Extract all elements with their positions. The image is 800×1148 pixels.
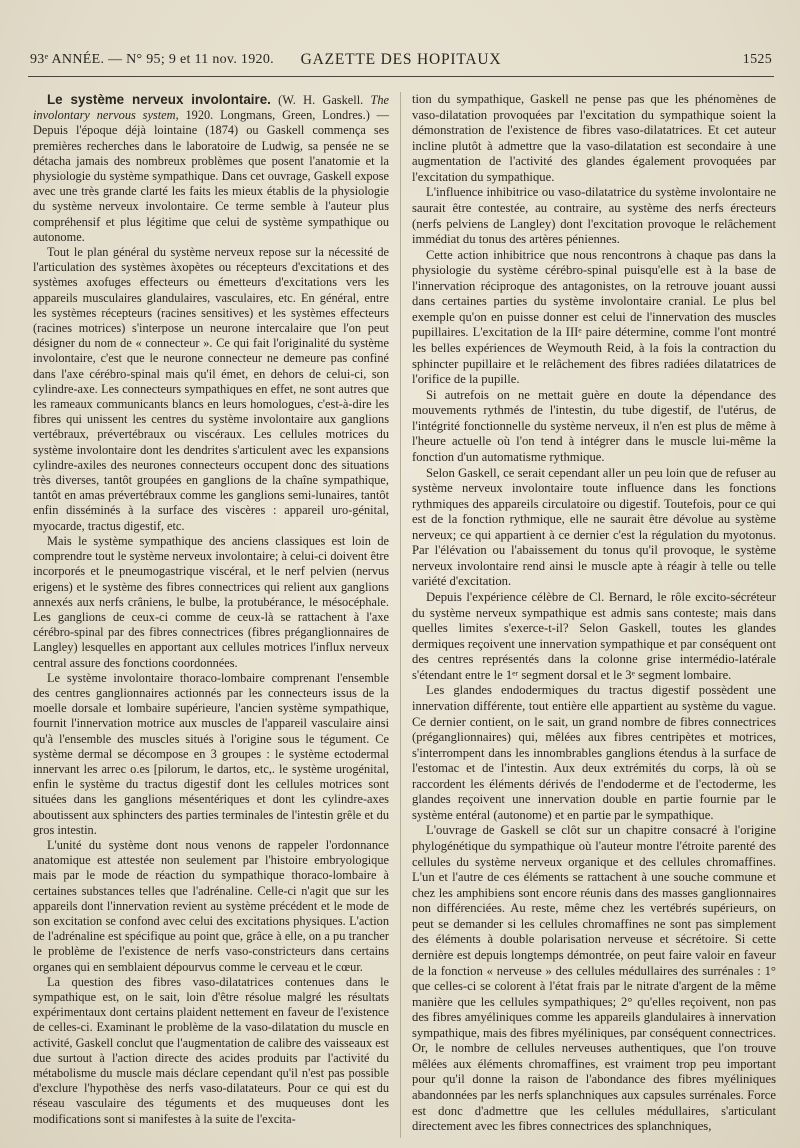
page-header: [30, 46, 772, 72]
article-author: (W. H. Gaskell.: [270, 93, 371, 107]
paragraph: Les glandes endodermiques du tractus digestif possèdent une innervation différente, tout entière elle appartient au système du vague. Ce dernier contient, on le sait, un grand nombre de fibres connectrices (préganglionnaires) qui, mêlées aux fibres centripètes et motrices, s'interrompent dans les innombrables ganglions étendus à la surface de l'estomac et de l'intestin. Aux deux extrémités du corps, là où se raccordent les éléments dérivés de l'endoderme et de l'ectoderme, les glandes reçoivent une innervation double en partie fournie par le système entéral (autonome) et en partie par le sympathique.: [412, 683, 776, 822]
header-rule: [28, 76, 774, 77]
paragraph: Mais le système sympathique des anciens classiques est loin de comprendre tout le système nerveux involontaire; à celui-ci doivent être incorporés et le pneumogastrique viscéral, et le nerf pelvien (nervus erigens) et le système des fibres connectrices qui relient aux ganglions annexés aux nerfs crâniens, le bulbe, la protubérance, le mésocéphale. Les ganglions de ceux-ci comme de ceux-là se rattachent à l'axe cérébro-spinal par des fibres connectrices (fibres préganglionnaires de Langley) lesquelles en apportant aux cellules motrices l'influx nerveux central assure des fonctions coordonnées.: [33, 533, 389, 670]
right-column: [412, 92, 776, 1135]
book-title: The involontary nervous system: [33, 93, 389, 123]
paragraph: Si autrefois on ne mettait guère en doute la dépendance des mouvements rythmés de l'intestin, du tube digestif, de l'utérus, de l'intégrité fonctionnelle du système nerveux, il n'en est plus de même à l'heure actuelle où l'on tend à intégrer dans le muscle lui-même la fonction d'un automatisme rythmique.: [412, 387, 776, 464]
book-publication: , 1920. Longmans, Green, Londres.): [175, 108, 370, 123]
page-number: 1525: [742, 52, 772, 67]
column-separator: [400, 92, 401, 1138]
paragraph: tion du sympathique, Gaskell ne pense pas que les phénomènes de vaso-dilatation provoquées par l'excitation du sympathique soient la démonstration de l'existence de fibres vaso-dilatatrices. Et cet auteur incline plutôt à admettre que la vaso-dilatation est secondaire à une augmentation de l'activité des glandes également provoquées par l'excitation du sympathique.: [412, 92, 776, 184]
paragraph: L'unité du système dont nous venons de rappeler l'ordonnance anatomique est attestée non seulement par l'histoire embryologique mais par le mode de réaction du sympathique thoraco-lombaire à certaines substances telles que l'adrénaline. Celle-ci n'agit que sur les appareils dont l'innervation revient au système précédent et le mode de son excitation se confond avec celui des excitations physiques. L'action de l'adrénaline est spécifique au point que, grâce à elle, on a pu trancher le problème de l'existence de nerfs vaso-constricteurs dans certains organes qui en semblaient dépourvus comme le cerveau et le cœur.: [33, 837, 389, 974]
left-column: [33, 92, 389, 1127]
paragraph: L'ouvrage de Gaskell se clôt sur un chapitre consacré à l'origine phylogénétique du sympathique où l'auteur montre l'étroite parenté des cellules du système nerveux organique et des cellules chromaffines. L'un et l'autre de ces éléments se rattachent à une souche commune et chez les amphibiens sont encore réunis dans des masses ganglionnaires non différenciées. Au reste, même chez les vertébrés supérieurs, on peut se demander si les cellules chromaffines ne sont pas simplement des éléments à double polarisation nerveuse et sécrétoire. Si cette dernière est depuis longtemps démontrée, on peut faire valoir en faveur de la fonction « nerveuse » des cellules médullaires des surrénales : 1° que celles-ci se colorent à l'état frais par le nitrate d'argent de la même manière que les cellules sympathiques; 2° qu'elles reçoivent, non pas des fibres amyéliniques comme les appareils glandulaires à innervation sympathique, mais des fibres myéliniques, par conséquent connectrices. Or, le nombre de cellules nerveuses authentiques, que l'on trouve mêlées aux éléments chromaffines, est vraiment trop peu important pour qu'il donne la raison de l'abondance des fibres myéliniques abandonnées par les nerfs splanchniques aux capsules surrénales. Force est donc d'admettre que les cellules médullaires, s'articulant directement avec les fibres connectrices des splanchniques,: [412, 823, 776, 1134]
paragraph: — Depuis l'époque déjà lointaine (1874) ou Gaskell commença ses premières recherches dans le laboratoire de Ludwig, sa pensée ne se détacha jamais des nombreux problèmes que posent l'anatomie et la physiologie du système sympathique. Dans cet ouvrage, Gaskell expose avec une très grande clarté les faits les mieux établis de la physiologie du système nerveux involontaire. Ce terme semble à l'auteur plus compréhensif et plus légitime que celui de système sympathique ou autonome.: [33, 108, 389, 244]
paragraph: Depuis l'expérience célèbre de Cl. Bernard, le rôle excito-sécréteur du système nerveux sympathique est admis sans conteste; mais dans quelles limites s'exerce-t-il? Selon Gaskell, toutes les glandes dermiques reçoivent une innervation sympathique et par conséquent ont des centres représentés dans la colonne grise intermédio-latérale s'étendant entre le 1ᵉʳ segment dorsal et le 3ᵉ segment lombaire.: [412, 590, 776, 682]
paragraph: Le système involontaire thoraco-lombaire comprenant l'ensemble des centres ganglionnaires actionnés par les connecteurs issus de la moelle dorsale et lombaire supérieure, l'ancien système sympathique, fournit l'innervation motrice aux muscles de l'appareil vasculaire ainsi qu'à l'ensemble des muscles situés à l'origine sous le tégument. Ce système dermal se décompose en 3 groupes : le système ectodermal innervant les arrec o.es [pilorum, le dartos, etc,. le système urogénital, enfin le système du tractus digestif dont les cellules motrices sont situées dans les ganglions mésentériques et dont les cylindre-axes aboutissent aux sphincters des parties terminales de l'intestin grêle et du gros intestin.: [33, 670, 389, 837]
article-lead: [33, 92, 389, 245]
article-title: Le système nerveux involontaire.: [47, 92, 271, 107]
paragraph: La question des fibres vaso-dilatatrices contenues dans le sympathique est, on le sait, loin d'être résolue malgré les résultats expérimentaux dont certains plaident nettement en faveur de l'existence de celles-ci. Examinant le problème de la vaso-dilatation du muscle en activité, Gaskell conclut que l'augmentation de calibre des vaisseaux est due surtout à l'action directe des acides produits par l'activité du métabolisme du muscle mais déclare cependant qu'il n'est pas possible d'exclure l'hypothèse des nerfs vaso-dilatateurs. Pour ce qui est du réseau vasculaire des téguments et des muqueuses dont les modifications sont si manifestes à la suite de l'excita-: [33, 974, 389, 1126]
paragraph: Tout le plan général du système nerveux repose sur la nécessité de l'articulation des systèmes àxopètes ou récepteurs d'excitations et des systèmes axofuges effecteurs ou émetteurs d'excitations vers les appareils musculaires glandulaires, vasculaires, etc. En général, entre les systèmes récepteurs (racines sensitives) et les systèmes effecteurs (racines motrices) s'interpose un neurone intercalaire que l'on peut désigner du nom de « connecteur ». Ce qui fait l'originalité du système involontaire, c'est que le neurone connecteur ne demeure pas confiné dans l'axe cérébro-spinal mais qu'il émet, en dehors de celui-ci, son cylindre-axe. Les connecteurs sympathiques en effet, ne sont autres que les rameaux communicants blancs en leurs homologues, c'est-à-dire les fibres qui unissent les centres du système involontaire aux ganglions vertébraux, prévertébraux ou viscéraux. Les cellules motrices du système involontaire dont les dendrites s'articulent avec les expansions cylindre-axiles des neurones connecteurs occupent donc des situations très diverses, tantôt groupées en ganglions de la chaîne sympathique, tantôt en amas prévertébraux comme les ganglions semi-lunaires, tantôt enfin disséminés à la surface des viscères : appareil uro-génital, myocarde, tractus digestif, etc.: [33, 245, 389, 533]
paragraph: Selon Gaskell, ce serait cependant aller un peu loin que de refuser au système nerveux involontaire toute influence dans les fonctions rythmiques des appareils circulatoire ou digestif. Toutefois, pour ce qui est de la fonction rythmique, elle ne saurait être dévolue au système nerveux; ce qui appartient à ce dernier c'est la régulation du myotonus. Par l'élévation ou l'abaissement du tonus qu'il provoque, le système nerveux involontaire rend ainsi le muscle apte à réagir à telle ou telle variété d'excitation.: [412, 465, 776, 589]
issue-info: 93ᵉ ANNÉE. — N° 95; 9 et 11 nov. 1920.: [30, 52, 274, 67]
paragraph: L'influence inhibitrice ou vaso-dilatatrice du système involontaire ne saurait être contestée, au contraire, au système des nerfs érecteurs (nerfs pelviens de Langley) dont l'excitation provoque le relâchement immédiat du tonus des artères péniennes.: [412, 185, 776, 247]
paragraph: Cette action inhibitrice que nous rencontrons à chaque pas dans la physiologie du système cérébro-spinal puisqu'elle est à la base de l'innervation réciproque des antagonistes, on la retrouve jouant aussi dans certaines parties du système involontaire cranial. Le plus bel exemple qu'on en puisse donner est celui de l'innervation des muscles pupillaires. L'excitation de la IIIᵉ paire détermine, comme l'ont montré les belles expériences de Weymouth Reid, à la fois la contraction du sphincter pupillaire et le relâchement des fibres radiées dilatatrices de l'orifice de la pupille.: [412, 247, 776, 387]
journal-title: GAZETTE DES HOPITAUX: [300, 51, 502, 68]
